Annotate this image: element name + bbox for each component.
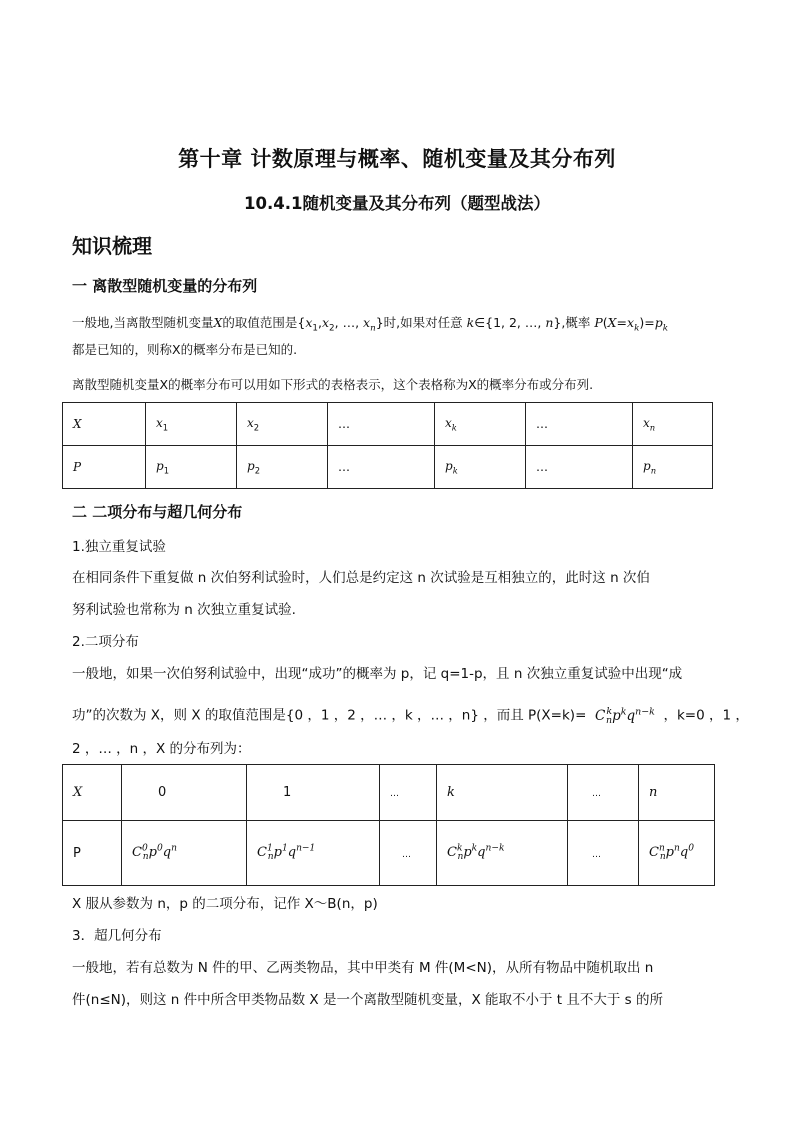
table-cell: …: [328, 446, 435, 489]
text-fragment: ，k=0 ，1 ，: [663, 707, 749, 724]
sec2-heading: 二 二项分布与超几何分布: [72, 503, 243, 521]
table-cell: [568, 765, 639, 821]
table-cell: $x_2$: [237, 403, 328, 446]
table-cell: $C^0_np^0q^n$: [122, 821, 247, 886]
table-cell: [437, 765, 568, 821]
table-row: [63, 446, 713, 489]
text-fragment: 功”的次数为 X，则 X 的取值范围是{0 ，1 ，2 ，… ，k ，… ，n} ，而且 P(X=k)=: [72, 707, 587, 724]
table-cell: $C^1_np^1q^{n-1}$: [247, 821, 380, 886]
table-cell: $x_1$: [146, 403, 237, 446]
table-row: [63, 403, 713, 446]
table-cell: …: [526, 446, 633, 489]
binomial-table: [62, 764, 715, 886]
table-cell: P: [63, 446, 146, 489]
sub2-heading: 2.二项分布: [72, 634, 139, 650]
knowledge-heading: 知识梳理: [72, 234, 152, 258]
text-fragment: },概率: [553, 315, 591, 330]
binomial-definition: X 服从参数为 n，p 的二项分布，记作 X～B(n，p): [72, 896, 378, 912]
table-cell: $p_k$: [435, 446, 526, 489]
table-cell: [247, 765, 380, 821]
sub3-heading: 3．超几何分布: [72, 928, 162, 944]
cell-text: n: [649, 785, 658, 800]
table-cell: $p_1$: [146, 446, 237, 489]
table-cell: $C^n_np^nq^0$: [639, 821, 715, 886]
table-cell: $p_n$: [633, 446, 713, 489]
sec1-para1: 一般地,当离散型随机变量X的取值范围是{$x_1,x_2$, …, $x_n$}时,如果对任意 k∈{1, 2, …, n},概率 $P(X=x_k)=p_k$: [72, 315, 669, 334]
text-fragment: }时,如果对任意: [375, 315, 463, 330]
table-row: [63, 821, 715, 886]
table-cell: [63, 765, 122, 821]
sec1-para2: 都是已知的，则称X的概率分布是已知的.: [72, 342, 298, 357]
sub1-line1: 在相同条件下重复做 n 次伯努利试验时，人们总是约定这 n 次试验是互相独立的，此时这 n 次伯: [72, 570, 650, 586]
cell-text: …: [402, 849, 411, 860]
sub1-line2: 努利试验也常称为 n 次独立重复试验.: [72, 602, 296, 618]
chapter-title: 第十章 计数原理与概率、随机变量及其分布列: [178, 147, 616, 171]
cell-text: X: [73, 785, 83, 800]
distribution-table: [62, 402, 713, 489]
table-cell: [380, 765, 437, 821]
table-cell: X: [63, 403, 146, 446]
table-cell: …: [328, 403, 435, 446]
sec1-para3: 离散型随机变量X的概率分布可以用如下形式的表格表示，这个表格称为X的概率分布或分布列.: [72, 377, 594, 392]
sec1-heading: 一 离散型随机变量的分布列: [72, 277, 258, 295]
table-cell: …: [526, 403, 633, 446]
cell-text: …: [390, 789, 399, 799]
sub3-line2: 件(n≤N)，则这 n 件中所含甲类物品数 X 是一个离散型随机变量，X 能取不小于 t 且不大于 s 的所: [72, 992, 663, 1008]
cell-text: k: [447, 785, 455, 800]
table-cell: [122, 765, 247, 821]
cell-text: …: [592, 789, 601, 799]
binomial-formula: $C^k_np^kq^{n-k}$: [590, 706, 655, 727]
cell-text: …: [592, 849, 601, 860]
table-cell: $x_k$: [435, 403, 526, 446]
table-cell: $x_n$: [633, 403, 713, 446]
table-cell: [380, 821, 437, 886]
section-subtitle: 10.4.1随机变量及其分布列（题型战法）: [244, 194, 550, 213]
table-cell: [639, 765, 715, 821]
sub3-line1: 一般地，若有总数为 N 件的甲、乙两类物品，其中甲类有 M 件(M<N)，从所有物品中随机取出 n: [72, 960, 654, 976]
cell-text: 1: [283, 785, 292, 800]
text-fragment: 的取值范围是{: [222, 315, 306, 330]
cell-text: 0: [158, 785, 167, 800]
sub2-line3: 2 ，… ，n ，X 的分布列为：: [72, 741, 251, 757]
cell-text: P: [73, 845, 81, 861]
sub2-line2: [72, 703, 749, 730]
table-cell: [568, 821, 639, 886]
table-row: [63, 765, 715, 821]
table-cell: $C^k_np^kq^{n-k}$: [437, 821, 568, 886]
sub1-heading: 1.独立重复试验: [72, 539, 166, 555]
table-cell: [63, 821, 122, 886]
sub2-line1: 一般地，如果一次伯努利试验中，出现“成功”的概率为 p，记 q=1-p，且 n 次独立重复试验中出现“成: [72, 666, 683, 682]
table-cell: $p_2$: [237, 446, 328, 489]
text-fragment: 一般地,当离散型随机变量: [72, 315, 214, 330]
text-fragment: ∈{1, 2, …,: [474, 315, 546, 330]
